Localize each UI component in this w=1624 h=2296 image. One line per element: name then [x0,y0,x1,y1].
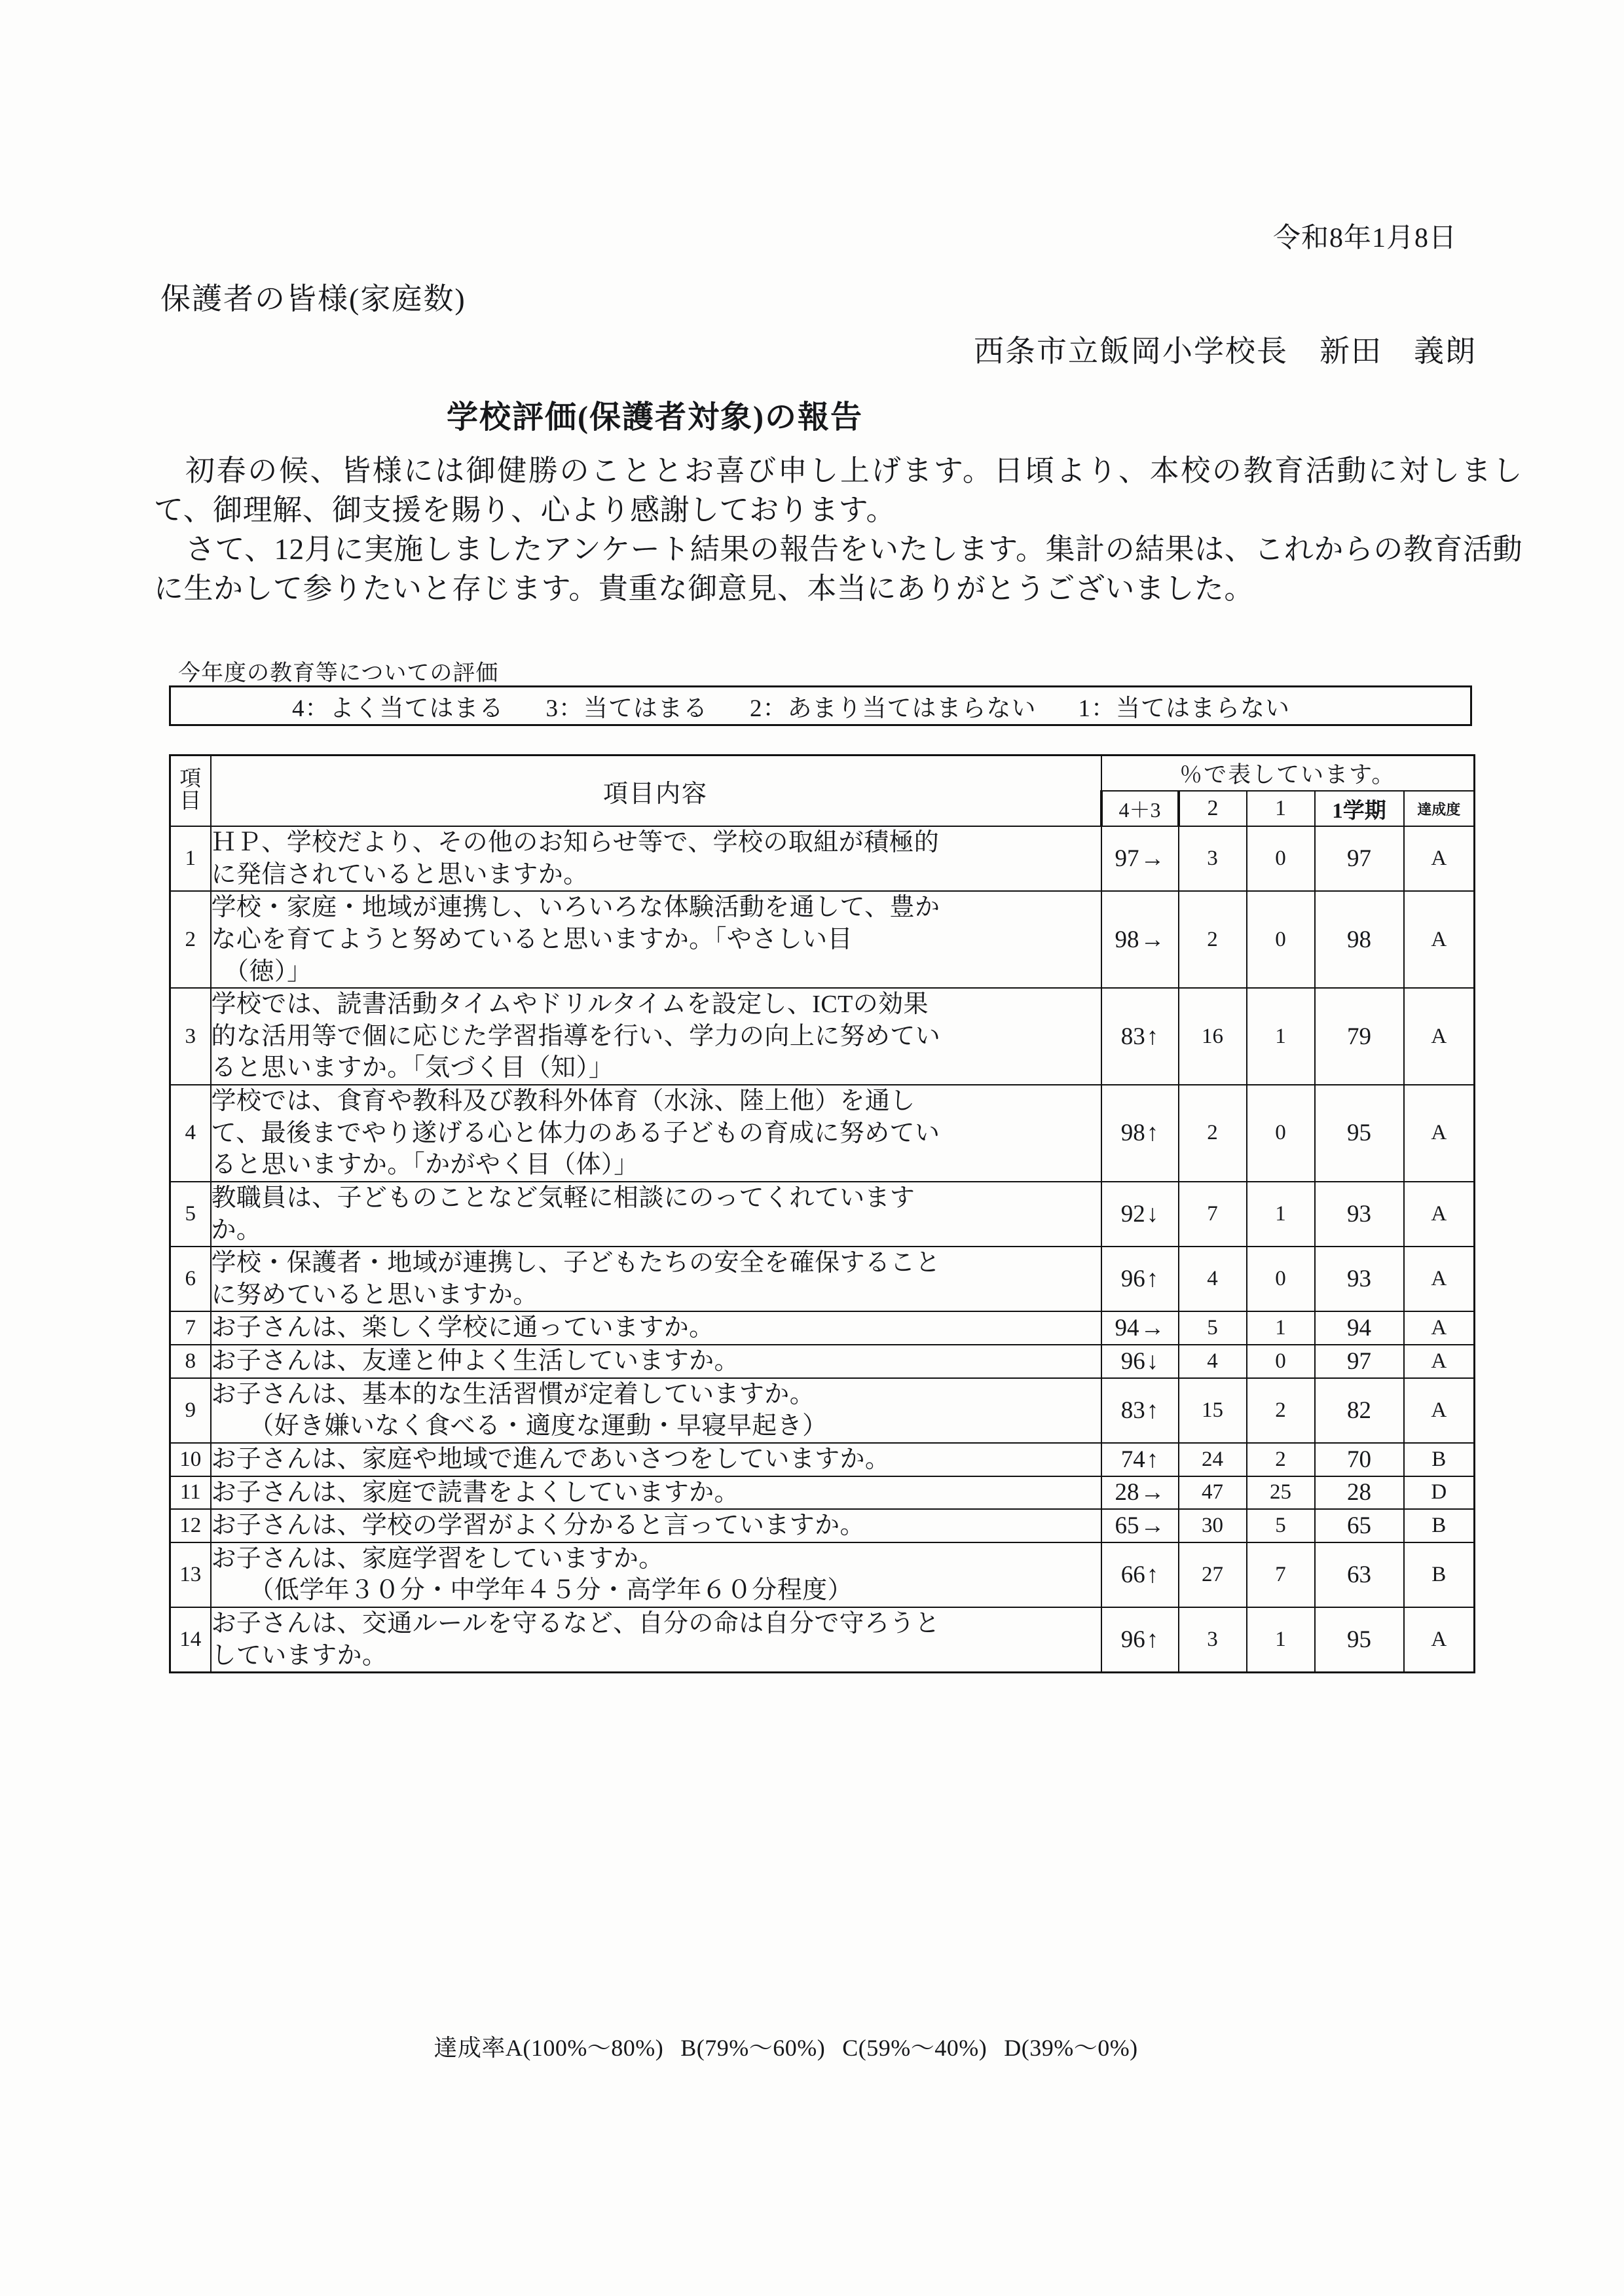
row-value-term1: 94 [1315,1311,1404,1345]
row-question-line: 学校では、読書活動タイムやドリルタイムを設定し、ICTの効果 [211,991,929,1019]
row-number: 7 [170,1311,211,1345]
row-achievement-grade: A [1404,826,1475,891]
row-question-text [211,1443,1101,1476]
row-value-4plus3-number: 92 [1120,1201,1145,1228]
row-value-1: 5 [1247,1509,1315,1542]
row-number: 9 [170,1378,211,1443]
achievement-legend-label: 達成率 [434,2035,506,2061]
table-row [170,1378,1475,1443]
row-achievement-grade: A [1404,1085,1475,1182]
achievement-legend [0,2030,1598,2063]
row-value-4plus3-number: 98 [1115,926,1139,953]
row-question-text [211,1607,1101,1673]
row-value-1: 0 [1247,891,1315,988]
rating-scale-legend [292,688,1290,723]
row-achievement-grade: D [1404,1476,1475,1510]
document-date: 令和8年1月8日 [1272,223,1457,253]
table-row [170,1509,1475,1542]
row-value-4plus3 [1101,1182,1179,1247]
row-question-line: お子さんは、家庭学習をしていますか。 [211,1544,664,1573]
row-value-term1: 95 [1315,1085,1404,1182]
row-question-line: に努めていると思いますか。 [211,1281,538,1309]
page-title: 学校評価(保護者対象)の報告 [447,400,863,435]
scale-option-1: 1：当てはまらない [1078,695,1290,722]
row-value-2: 47 [1179,1476,1247,1510]
row-question-line: お子さんは、楽しく学校に通っていますか。 [211,1314,714,1342]
row-value-2: 3 [1179,826,1247,891]
row-value-term1: 65 [1315,1509,1404,1542]
trend-arrow-icon: → [1140,1512,1165,1539]
row-value-4plus3 [1101,988,1179,1085]
row-question-line: お子さんは、学校の学習がよく分かると言っていますか。 [211,1512,865,1540]
row-value-4plus3 [1101,1509,1179,1542]
row-value-term1: 97 [1315,826,1404,891]
row-value-1: 2 [1247,1443,1315,1476]
row-question-line: 教職員は、子どものことなど気軽に相談にのってくれています [211,1184,915,1212]
table-row [170,1182,1475,1247]
body-text [154,452,1522,608]
row-value-2: 3 [1179,1607,1247,1673]
row-value-4plus3-number: 96 [1120,1266,1145,1293]
row-value-1: 0 [1247,826,1315,891]
trend-arrow-icon: → [1140,845,1165,873]
row-question-text [211,1311,1101,1345]
row-value-4plus3-number: 65 [1115,1512,1139,1539]
header-item-no-line2: 目 [179,790,202,813]
body-paragraph-2: さて、12月に実施しましたアンケート結果の報告をいたします。集計の結果は、これからの教育活動に生かして参りたいと存じます。貴重な御意見、本当にありがとうございました。 [154,532,1522,605]
row-question-text [211,1085,1101,1182]
header-col-term: 1学期 [1315,791,1404,826]
row-number: 5 [170,1182,211,1247]
table-row [170,891,1475,988]
scale-option-2: 2：あまり当てはまらない [750,695,1037,722]
row-value-2: 5 [1179,1311,1247,1345]
row-value-4plus3-number: 74 [1120,1446,1145,1473]
table-header-row-1 [170,756,1475,792]
trend-arrow-icon: ↑ [1146,1120,1159,1147]
header-item-content: 項目内容 [211,756,1101,827]
row-value-term1: 93 [1315,1182,1404,1247]
row-value-1: 0 [1247,1085,1315,1182]
table-row [170,1345,1475,1378]
row-value-2: 24 [1179,1443,1247,1476]
trend-arrow-icon: ↑ [1146,1626,1159,1654]
row-value-4plus3 [1101,1607,1179,1673]
row-value-1: 25 [1247,1476,1315,1510]
addressee-line: 保護者の皆様(家庭数) [160,282,466,316]
table-row [170,988,1475,1085]
row-question-line: お子さんは、交通ルールを守るなど、自分の命は自分で守ろうと [211,1610,940,1637]
row-question-line: していますか。 [211,1641,388,1669]
header-col-achievement: 達成度 [1404,791,1475,826]
row-value-4plus3 [1101,1378,1179,1443]
row-question-line: （好き嫌いなく食べる・適度な運動・早寝早起き） [211,1412,828,1440]
trend-arrow-icon: → [1140,926,1165,953]
row-value-1: 7 [1247,1542,1315,1607]
row-value-term1: 63 [1315,1542,1404,1607]
row-value-term1: 70 [1315,1443,1404,1476]
row-question-text [211,1476,1101,1510]
issuer-line: 西条市立飯岡小学校長 新田 義朗 [974,335,1477,368]
row-question-line: か。 [211,1216,262,1244]
row-question-line: 学校では、食育や教科及び教科外体育（水泳、陸上他）を通し [211,1087,915,1115]
row-value-2: 7 [1179,1182,1247,1247]
row-achievement-grade: A [1404,1311,1475,1345]
table-row [170,1247,1475,1311]
row-value-2: 2 [1179,1085,1247,1182]
row-value-term1: 82 [1315,1378,1404,1443]
body-paragraph-1: 初春の候、皆様には御健勝のこととお喜び申し上げます。日頃より、本校の教育活動に対しまして、御理解、御支援を賜り、心より感謝しております。 [154,454,1522,526]
row-value-4plus3 [1101,1345,1179,1378]
row-value-4plus3 [1101,1311,1179,1345]
row-question-line: （徳）」 [211,957,312,985]
row-value-term1: 95 [1315,1607,1404,1673]
row-question-line: お子さんは、基本的な生活習慣が定着していますか。 [211,1380,815,1408]
table-row [170,1085,1475,1182]
row-number: 8 [170,1345,211,1378]
row-question-text [211,988,1101,1085]
row-question-text [211,891,1101,988]
row-number: 6 [170,1247,211,1311]
row-value-4plus3-number: 28 [1115,1479,1139,1506]
row-number: 4 [170,1085,211,1182]
row-achievement-grade: A [1404,1247,1475,1311]
row-question-text [211,1542,1101,1607]
row-value-4plus3 [1101,1247,1179,1311]
row-value-4plus3-number: 98 [1120,1120,1145,1147]
scale-option-4: 4：よく当てはまる [292,695,504,722]
row-value-1: 1 [1247,1182,1315,1247]
row-question-line: 的な活用等で個に応じた学習指導を行い、学力の向上に努めてい [211,1022,941,1050]
trend-arrow-icon: ↓ [1146,1201,1159,1228]
row-achievement-grade: A [1404,891,1475,988]
row-value-4plus3 [1101,891,1179,988]
trend-arrow-icon: ↑ [1146,1446,1159,1473]
row-question-line: ＨＰ、学校だより、その他のお知らせ等で、学校の取組が積極的 [211,829,940,856]
achievement-legend-d: D(39%～0%) [1004,2035,1138,2061]
scale-option-3: 3：当てはまる [545,695,708,722]
row-value-1: 2 [1247,1378,1315,1443]
row-value-1: 0 [1247,1345,1315,1378]
row-value-4plus3 [1101,1085,1179,1182]
trend-arrow-icon: ↓ [1146,1347,1159,1375]
table-header [170,756,1475,827]
row-achievement-grade: A [1404,1345,1475,1378]
row-achievement-grade: B [1404,1509,1475,1542]
trend-arrow-icon: → [1140,1479,1165,1506]
row-value-4plus3-number: 83 [1120,1396,1145,1424]
row-value-4plus3-number: 96 [1120,1626,1145,1654]
achievement-legend-c: C(59%～40%) [842,2035,987,2061]
rating-scale-box [169,685,1472,726]
table-row [170,1542,1475,1607]
row-value-2: 30 [1179,1509,1247,1542]
row-question-line: （低学年３０分・中学年４５分・高学年６０分程度） [211,1576,853,1605]
header-col-2: 2 [1179,791,1247,826]
header-item-no-line1: 項 [179,767,202,792]
row-value-4plus3-number: 66 [1120,1561,1145,1588]
row-value-term1: 93 [1315,1247,1404,1311]
row-question-line: ると思いますか。「かがやく目（体）」 [211,1151,639,1179]
row-question-text [211,1247,1101,1311]
row-achievement-grade: A [1404,1182,1475,1247]
row-value-term1: 79 [1315,988,1404,1085]
row-achievement-grade: A [1404,1607,1475,1673]
row-value-term1: 28 [1315,1476,1404,1510]
row-number: 3 [170,988,211,1085]
trend-arrow-icon: ↑ [1146,1023,1159,1050]
row-number: 14 [170,1607,211,1673]
row-value-2: 4 [1179,1247,1247,1311]
trend-arrow-icon: → [1140,1315,1165,1342]
row-value-2: 16 [1179,988,1247,1085]
row-question-line: に発信されていると思いますか。 [211,860,589,888]
table-row [170,1443,1475,1476]
table-row [170,826,1475,891]
row-question-line: 学校・家庭・地域が連携し、いろいろな体験活動を通して、豊か [211,894,940,922]
section-label: 今年度の教育等についての評価 [178,661,499,685]
row-value-4plus3-number: 83 [1120,1023,1145,1050]
header-col-1: 1 [1247,791,1315,826]
row-question-text [211,1182,1101,1247]
row-number: 12 [170,1509,211,1542]
row-value-1: 1 [1247,1607,1315,1673]
header-percent-group: ％で表しています。 [1101,756,1475,792]
row-value-term1: 97 [1315,1345,1404,1378]
row-value-4plus3 [1101,1476,1179,1510]
row-question-line: て、最後までやり遂げる心と体力のある子どもの育成に努めてい [211,1119,940,1147]
header-col-4plus3: 4＋3 [1101,791,1179,826]
table-row [170,1476,1475,1510]
row-value-1: 1 [1247,1311,1315,1345]
row-value-1: 1 [1247,988,1315,1085]
achievement-legend-a: A(100%～80%) [505,2035,664,2061]
table-body [170,826,1475,1673]
row-value-4plus3 [1101,1443,1179,1476]
row-achievement-grade: B [1404,1542,1475,1607]
row-value-2: 15 [1179,1378,1247,1443]
table-row [170,1607,1475,1673]
row-question-line: 学校・保護者・地域が連携し、子どもたちの安全を確保すること [211,1249,941,1277]
row-number: 2 [170,891,211,988]
row-achievement-grade: B [1404,1443,1475,1476]
achievement-legend-b: B(79%～60%) [680,2035,826,2061]
row-number: 11 [170,1476,211,1510]
row-value-2: 4 [1179,1345,1247,1378]
row-value-4plus3 [1101,826,1179,891]
row-value-2: 27 [1179,1542,1247,1607]
row-question-text [211,1378,1101,1443]
row-achievement-grade: A [1404,988,1475,1085]
evaluation-table-wrapper [169,754,1473,1673]
row-value-1: 0 [1247,1247,1315,1311]
row-question-text [211,1345,1101,1378]
trend-arrow-icon: ↑ [1146,1266,1159,1293]
row-value-4plus3 [1101,1542,1179,1607]
row-number: 1 [170,826,211,891]
header-item-no [170,756,211,827]
row-question-line: な心を育てようと努めていると思いますか。「やさしい目 [211,925,853,953]
row-question-line: お子さんは、友達と仲よく生活していますか。 [211,1347,739,1375]
row-value-4plus3-number: 96 [1120,1347,1145,1375]
row-question-line: お子さんは、家庭や地域で進んであいさつをしていますか。 [211,1445,891,1473]
table-row [170,1311,1475,1345]
trend-arrow-icon: ↑ [1146,1396,1159,1424]
row-question-text [211,1509,1101,1542]
row-value-4plus3-number: 94 [1115,1315,1139,1342]
row-number: 13 [170,1542,211,1607]
row-value-4plus3-number: 97 [1115,845,1139,873]
row-value-term1: 98 [1315,891,1404,988]
row-value-2: 2 [1179,891,1247,988]
row-question-line: お子さんは、家庭で読書をよくしていますか。 [211,1478,739,1506]
evaluation-table [169,754,1475,1673]
row-number: 10 [170,1443,211,1476]
row-question-line: ると思いますか。「気づく目（知）」 [211,1054,614,1082]
row-achievement-grade: A [1404,1378,1475,1443]
trend-arrow-icon: ↑ [1146,1561,1159,1588]
row-question-text [211,826,1101,891]
